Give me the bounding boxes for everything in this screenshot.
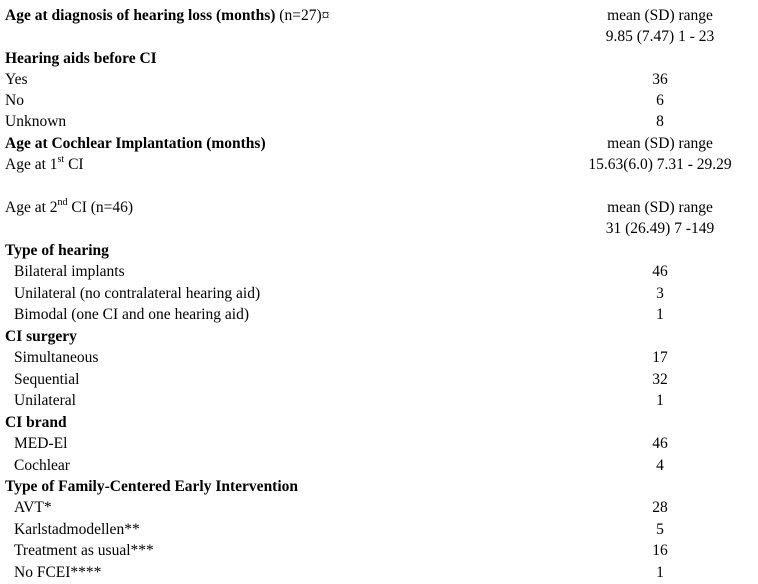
table-row [0, 90, 758, 112]
row-label-text: Bilateral implants [14, 263, 125, 280]
section-header-row [0, 412, 758, 434]
row-label-text: Unilateral [14, 392, 76, 409]
row-label-text: Type of Family-Centered Early Intervention [5, 478, 299, 495]
row-label-text: AVT* [14, 499, 52, 516]
row-value: 1 [656, 564, 664, 581]
row-label-text: Cochlear [14, 457, 70, 474]
row-label-text: Bimodal (one CI and one hearing aid) [14, 306, 250, 323]
row-label [14, 519, 140, 541]
section-header-row [0, 133, 758, 155]
row-value: 16 [652, 542, 668, 559]
row-label-text: Treatment as usual*** [14, 542, 154, 559]
ordinal-superscript: nd [57, 196, 68, 208]
row-label [5, 133, 266, 155]
row-value: 5 [656, 521, 664, 538]
row-value: 46 [652, 435, 668, 452]
table-row [0, 26, 758, 48]
row-value: 9.85 (7.47) 1 - 23 [605, 28, 715, 45]
row-label [5, 5, 329, 27]
row-label-suffix: (n=27)¤ [275, 7, 330, 24]
row-label-suffix: CI (n=46) [67, 199, 134, 216]
row-label-text: Simultaneous [14, 349, 99, 366]
ordinal-superscript: st [57, 153, 65, 165]
row-label-text: Type of hearing [5, 242, 109, 259]
table-row [0, 283, 758, 305]
row-label-text: Sequential [14, 371, 80, 388]
table-row [0, 369, 758, 391]
row-label-text: No [5, 92, 24, 109]
table-row [0, 69, 758, 91]
row-label-text: Unknown [5, 113, 67, 130]
row-value: 28 [652, 499, 668, 516]
row-label-text: Karlstadmodellen** [14, 521, 140, 538]
row-value: 46 [652, 263, 668, 280]
row-label [5, 90, 24, 112]
row-value: mean (SD) range [607, 135, 713, 152]
row-label [5, 240, 109, 262]
table-row [0, 562, 758, 584]
table-row [0, 540, 758, 562]
row-value: 1 [656, 392, 664, 409]
row-label [14, 455, 70, 477]
table-row [0, 347, 758, 369]
row-label-text: CI brand [5, 414, 67, 431]
row-value: 4 [656, 457, 664, 474]
row-label [14, 369, 79, 391]
row-label [14, 390, 76, 412]
row-value: 6 [656, 92, 664, 109]
row-value: 31 (26.49) 7 -149 [605, 220, 715, 237]
row-label-text: MED-El [14, 435, 68, 452]
row-value: 1 [656, 306, 664, 323]
table-row [0, 304, 758, 326]
row-value: mean (SD) range [607, 7, 713, 24]
row-label [5, 476, 298, 498]
row-label-text: CI surgery [5, 328, 77, 345]
row-value: 8 [656, 113, 664, 130]
table-row [0, 519, 758, 541]
row-label [5, 48, 157, 70]
section-header-row [0, 240, 758, 262]
section-header-row [0, 5, 758, 27]
row-label [14, 562, 101, 584]
row-label-text: Age at diagnosis of hearing loss (months) [5, 7, 276, 24]
row-value: 32 [652, 371, 668, 388]
row-label-text: Yes [5, 71, 28, 88]
section-header-row [0, 326, 758, 348]
table-row [0, 261, 758, 283]
table-row [0, 497, 758, 519]
row-label-text: Unilateral (no contralateral hearing aid) [14, 285, 261, 302]
section-header-row [0, 476, 758, 498]
row-label-text: Hearing aids before CI [5, 50, 157, 67]
row-value: 36 [652, 71, 668, 88]
table-row [0, 390, 758, 412]
row-label [5, 412, 67, 434]
table-row [0, 197, 758, 219]
table-row [0, 111, 758, 133]
row-label-text: Age at Cochlear Implantation (months) [5, 135, 266, 152]
row-label [14, 497, 52, 519]
table-row [0, 218, 758, 240]
table-row [0, 154, 758, 176]
row-label [14, 347, 98, 369]
row-value: 17 [652, 349, 668, 366]
row-value: 3 [656, 285, 664, 302]
section-header-row [0, 48, 758, 70]
row-label-suffix: CI [64, 156, 84, 173]
row-label-text: No FCEI**** [14, 564, 102, 581]
row-label [14, 540, 154, 562]
table-row [0, 455, 758, 477]
row-value: mean (SD) range [607, 199, 713, 216]
row-label [14, 304, 249, 326]
table-row [0, 433, 758, 455]
row-label [14, 261, 125, 283]
row-label [5, 326, 77, 348]
row-value: 15.63(6.0) 7.31 - 29.29 [588, 156, 732, 173]
row-label [5, 154, 84, 176]
row-label [14, 283, 260, 305]
row-label [5, 69, 28, 91]
row-label [5, 111, 66, 133]
row-label-text: Age at 2 [5, 199, 58, 216]
row-label-text: Age at 1 [5, 156, 58, 173]
row-label [5, 197, 133, 219]
row-label [14, 433, 67, 455]
